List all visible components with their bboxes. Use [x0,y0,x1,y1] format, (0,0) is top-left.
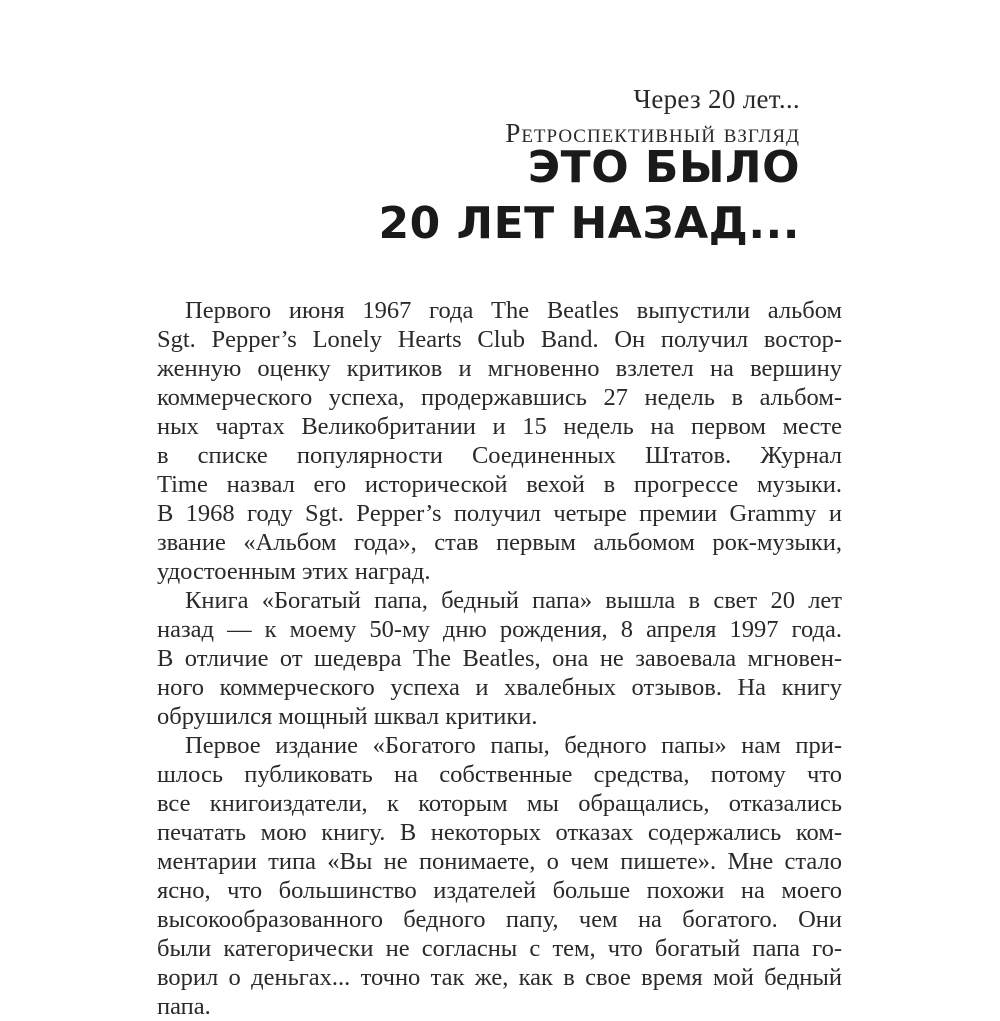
text-line: ворил о деньгах... точно так же, как в свое время мой бедный [157,964,842,991]
kicker-line-2: Ретроспективный взгляд [505,118,800,148]
paragraph-3 [157,731,842,1021]
text-line: ментарии типа «Вы не понимаете, о чем пишете». Мне стало [157,848,842,875]
text-line: в списке популярности Соединенных Штатов. Журнал [157,442,842,469]
text-line: папа. [157,993,211,1020]
text-line: шлось публиковать на собственные средства, потому что [157,761,842,788]
kicker-line-1: Через 20 лет... [633,84,800,114]
text-line: все книгоиздатели, к которым мы обращались, отказались [157,790,842,817]
body-text [157,296,842,1021]
text-line: высокообразованного бедного папу, чем на богатого. Они [157,906,842,933]
text-line: ного коммерческого успеха и хвалебных отзывов. На книгу [157,674,842,701]
text-line: женную оценку критиков и мгновенно взлетел на вершину [157,355,842,382]
text-line: Time назвал его исторической вехой в прогрессе музыки. [157,471,842,498]
paragraph-1 [157,296,842,586]
text-line: печатать мою книгу. В некоторых отказах содержались ком- [157,819,842,846]
chapter-title [378,140,800,252]
text-line: Sgt. Pepper’s Lonely Hearts Club Band. Он получил востор- [157,326,842,353]
chapter-title-line-2: 20 ЛЕТ НАЗАД... [378,198,800,249]
text-line: коммерческого успеха, продержавшись 27 недель в альбом- [157,384,842,411]
text-line: удостоенным этих наград. [157,558,431,585]
text-line: звание «Альбом года», став первым альбомом рок-музыки, [157,529,842,556]
text-line: назад — к моему 50-му дню рождения, 8 апреля 1997 года. [157,616,842,643]
chapter-title-line-1: ЭТО БЫЛО [527,142,800,193]
text-line: ясно, что большинство издателей больше похожи на моего [157,877,842,904]
text-line: обрушился мощный шквал критики. [157,703,538,730]
text-line: Первого июня 1967 года The Beatles выпустили альбом [185,297,842,324]
paragraph-2 [157,586,842,731]
text-line: Книга «Богатый папа, бедный папа» вышла в свет 20 лет [185,587,842,614]
text-line: были категорически не согласны с тем, что богатый папа го- [157,935,842,962]
text-line: Первое издание «Богатого папы, бедного папы» нам при- [185,732,842,759]
text-line: ных чартах Великобритании и 15 недель на первом месте [157,413,842,440]
text-line: В 1968 году Sgt. Pepper’s получил четыре премии Grammy и [157,500,842,527]
text-line: В отличие от шедевра The Beatles, она не завоевала мгновен- [157,645,842,672]
